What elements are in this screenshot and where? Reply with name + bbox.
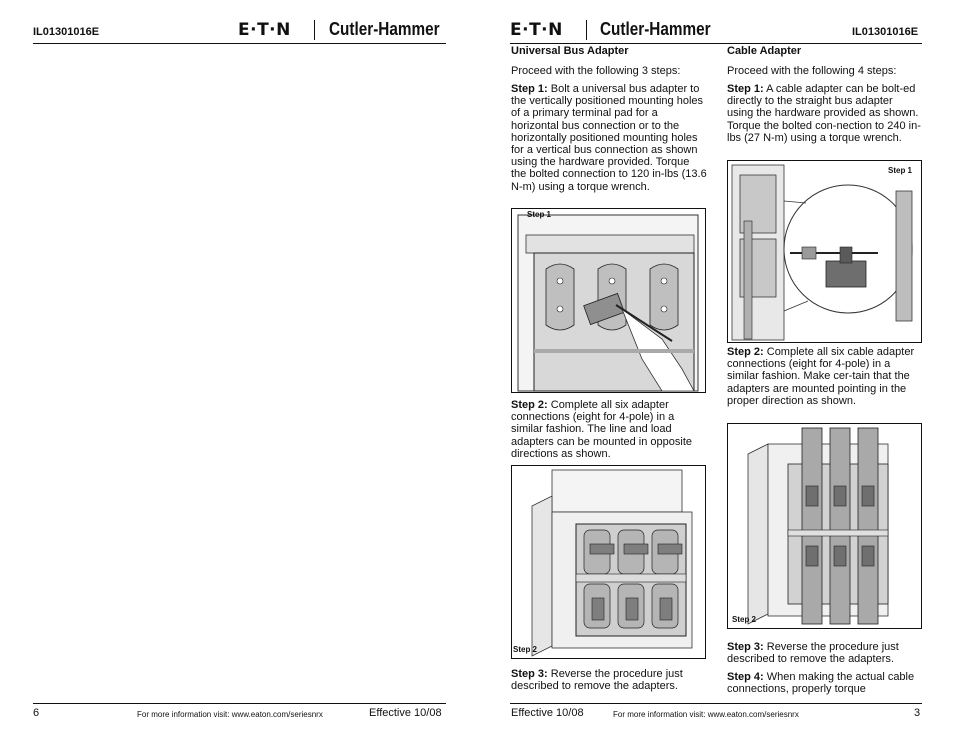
left-page-number: 6 (33, 707, 40, 719)
right-brand-name: Cutler-Hammer (600, 19, 711, 39)
right-doc-number: IL01301016E (852, 26, 919, 38)
universal-bus-adapter-heading: Universal Bus Adapter (511, 45, 629, 57)
universal-intro: Proceed with the following 3 steps: (511, 65, 681, 77)
universal-step2 (511, 399, 707, 460)
cable-step1-illustration (728, 161, 921, 342)
left-footer-effective: Effective 10/08 (369, 707, 442, 719)
cable-step2 (727, 346, 921, 407)
right-footer-rule (510, 703, 922, 704)
universal-step3 (511, 668, 707, 692)
cable-adapter-heading: Cable Adapter (727, 45, 802, 57)
cable-step4-text: When making the actual cable connections, properly torque (727, 671, 915, 696)
cable-step1-figure (727, 160, 922, 343)
universal-step1-label: Step 1: (511, 83, 548, 95)
left-doc-number: IL01301016E (33, 26, 100, 38)
cable-step3 (727, 641, 921, 665)
cable-step2-figure-label: Step 2 (732, 615, 757, 624)
left-header-rule (33, 43, 446, 44)
right-eaton-logo: E·T·N (510, 20, 563, 40)
universal-step1 (511, 83, 707, 193)
universal-step1-illustration (512, 209, 705, 392)
right-page-number: 3 (914, 707, 921, 719)
left-footer-rule (33, 703, 446, 704)
universal-step2-illustration (512, 466, 705, 658)
right-header-rule (510, 43, 922, 44)
right-logo-divider (586, 20, 587, 40)
cable-step2-illustration (728, 424, 921, 628)
universal-step2-figure-label: Step 2 (513, 645, 538, 654)
universal-step1-figure (511, 208, 706, 393)
left-logo-divider (314, 20, 315, 40)
cable-step2-label: Step 2: (727, 346, 764, 358)
cable-step1-figure-label: Step 1 (888, 166, 913, 175)
cable-step3-text: Reverse the procedure just described to remove the adapters. (727, 641, 899, 666)
left-brand-name: Cutler-Hammer (329, 19, 440, 39)
universal-step2-figure (511, 465, 706, 659)
left-eaton-logo: E·T·N (238, 20, 291, 40)
cable-step4 (727, 671, 921, 695)
universal-step1-figure-label: Step 1 (527, 210, 552, 219)
cable-step2-figure (727, 423, 922, 629)
cable-step3-label: Step 3: (727, 641, 764, 653)
cable-step1-label: Step 1: (727, 83, 764, 95)
universal-step2-label: Step 2: (511, 399, 548, 411)
universal-step3-text: Reverse the procedure just described to remove the adapters. (511, 668, 683, 693)
universal-step1-text: Bolt a universal bus adapter to the vertically positioned mounting holes of a primary terminal pad for a horizontal bus connection or to the horizontally positioned mounting holes for a vertical bus connection as shown using the hardware provided. Torque the bolted connection to 120 in-lbs (13.6 N-m) using a torque wrench. (511, 83, 707, 193)
cable-step1 (727, 83, 921, 144)
right-footer-info: For more information visit: www.eaton.com/seriesnrx (613, 710, 799, 719)
universal-step3-label: Step 3: (511, 668, 548, 680)
right-footer-effective: Effective 10/08 (511, 707, 584, 719)
left-footer-info: For more information visit: www.eaton.com/seriesnrx (137, 710, 323, 719)
cable-step1-text: A cable adapter can be bolt-ed directly to the straight bus adapter using the hardware provided as shown. Torque the bolted con-nection to 240 in-lbs (27 N-m) using a torque wrench. (727, 83, 921, 144)
cable-intro: Proceed with the following 4 steps: (727, 65, 897, 77)
cable-step4-label: Step 4: (727, 671, 764, 683)
cable-step2-text: Complete all six cable adapter connections (eight for 4-pole) in a similar fashion. Make cer-tain that the adapters are mounted pointing in the proper direction as shown. (727, 346, 915, 407)
universal-step2-text: Complete all six adapter connections (eight for 4-pole) in a similar fashion. The line and load adapters can be mounted in opposite directions as shown. (511, 399, 693, 460)
